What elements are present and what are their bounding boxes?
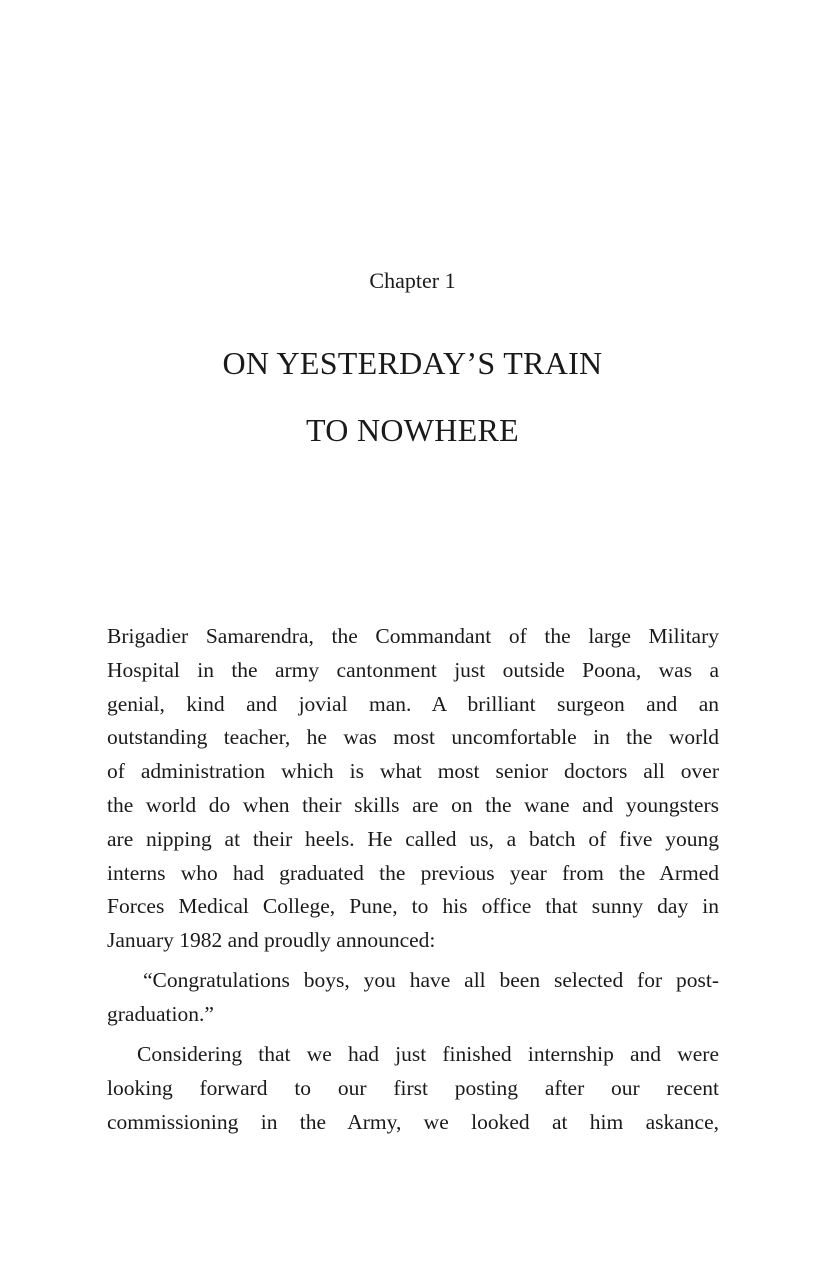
chapter-title-line-2: TO NOWHERE bbox=[305, 412, 520, 448]
text-line: the world do when their skills are on the wane and youngsters bbox=[107, 792, 719, 817]
paragraph-3 bbox=[107, 1038, 719, 1139]
text-line: of administration which is what most senior doctors all over bbox=[107, 759, 719, 784]
text-line: genial, kind and jovial man. A brilliant surgeon and an bbox=[107, 691, 719, 716]
text-line: Hospital in the army cantonment just outside Poona, was a bbox=[107, 657, 719, 682]
text-line: outstanding teacher, he was most uncomfortable in the world bbox=[107, 725, 719, 750]
text-line: “Congratulations boys, you have all been selected for post- bbox=[143, 968, 719, 992]
chapter-title-line-1: ON YESTERDAY’S TRAIN bbox=[222, 345, 603, 381]
text-line: Brigadier Samarendra, the Commandant of the large Military bbox=[107, 624, 719, 648]
text-line: graduation.” bbox=[107, 1001, 214, 1026]
text-line: looking forward to our first posting after our recent bbox=[107, 1075, 719, 1100]
text-line: commissioning in the Army, we looked at him askance, bbox=[107, 1109, 719, 1134]
text-line: are nipping at their heels. He called us, a batch of five young bbox=[107, 826, 719, 851]
paragraph-1 bbox=[107, 620, 719, 958]
text-line: January 1982 and proudly announced: bbox=[107, 928, 436, 953]
paragraph-2 bbox=[107, 964, 719, 1032]
chapter-label: Chapter 1 bbox=[369, 268, 456, 293]
text-line: Forces Medical College, Pune, to his office that sunny day in bbox=[107, 894, 719, 919]
text-line: interns who had graduated the previous year from the Armed bbox=[107, 860, 719, 885]
text-line: Considering that we had just finished internship and were bbox=[137, 1042, 719, 1066]
